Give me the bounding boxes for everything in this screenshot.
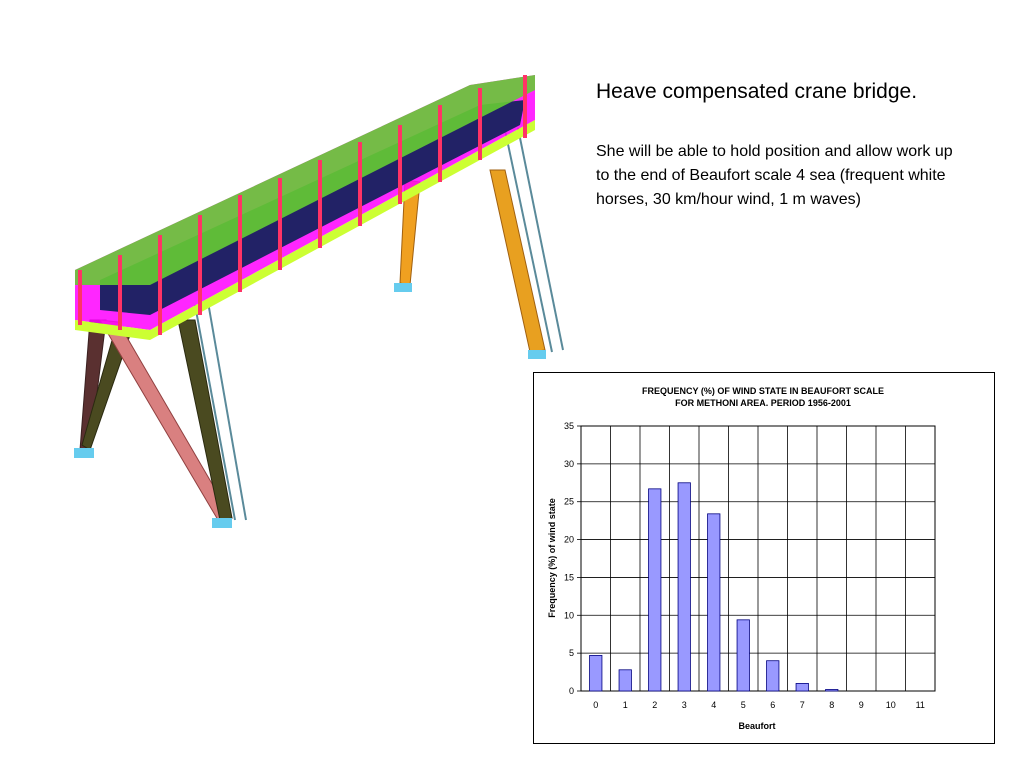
bar-1 bbox=[619, 670, 631, 691]
x-tick-label: 10 bbox=[885, 700, 896, 710]
bar-7 bbox=[796, 683, 808, 691]
bar-3 bbox=[678, 483, 690, 691]
chart-subtitle: FOR METHONI AREA. PERIOD 1956-2001 bbox=[675, 398, 851, 408]
x-tick-label: 7 bbox=[799, 700, 805, 710]
y-tick-label: 15 bbox=[563, 572, 574, 583]
x-tick-label: 8 bbox=[829, 700, 835, 710]
bar-8 bbox=[826, 689, 838, 691]
x-tick-label: 2 bbox=[652, 700, 658, 710]
y-tick-label: 25 bbox=[563, 496, 574, 507]
x-axis-label: Beaufort bbox=[738, 721, 776, 731]
plot-area bbox=[564, 421, 935, 710]
slide-heading: Heave compensated crane bridge. bbox=[596, 80, 918, 103]
y-tick-label: 5 bbox=[568, 648, 574, 659]
bar-5 bbox=[737, 620, 749, 691]
x-tick-label: 3 bbox=[681, 700, 687, 710]
crane-bridge-illustration bbox=[60, 30, 580, 550]
x-tick-label: 0 bbox=[593, 700, 599, 710]
wind-frequency-chart bbox=[533, 372, 995, 744]
x-tick-label: 4 bbox=[711, 700, 717, 710]
bar-2 bbox=[649, 489, 661, 691]
bar-4 bbox=[708, 514, 720, 691]
x-tick-label: 1 bbox=[622, 700, 628, 710]
y-tick-label: 20 bbox=[563, 534, 574, 545]
x-tick-label: 6 bbox=[770, 700, 776, 710]
y-axis-label: Frequency (%) of wind state bbox=[547, 498, 557, 618]
y-tick-label: 30 bbox=[563, 458, 574, 469]
y-tick-label: 10 bbox=[563, 610, 574, 621]
chart-title: FREQUENCY (%) OF WIND STATE IN BEAUFORT SCALE bbox=[642, 386, 884, 396]
y-tick-label: 0 bbox=[568, 686, 574, 696]
x-tick-label: 9 bbox=[858, 700, 864, 710]
crane-beam bbox=[75, 75, 535, 340]
bar-6 bbox=[767, 661, 779, 691]
bar-0 bbox=[590, 655, 602, 691]
crane-leg-back-right bbox=[490, 170, 545, 352]
x-tick-label: 5 bbox=[740, 700, 746, 710]
chart-svg bbox=[534, 373, 994, 743]
x-tick-label: 11 bbox=[915, 700, 925, 710]
slide-body-text: She will be able to hold position and allow work up to the end of Beaufort scale 4 sea (frequent white horses, 30 km/hour wind, 1 m waves) bbox=[596, 143, 953, 208]
y-tick-label: 35 bbox=[563, 421, 574, 431]
